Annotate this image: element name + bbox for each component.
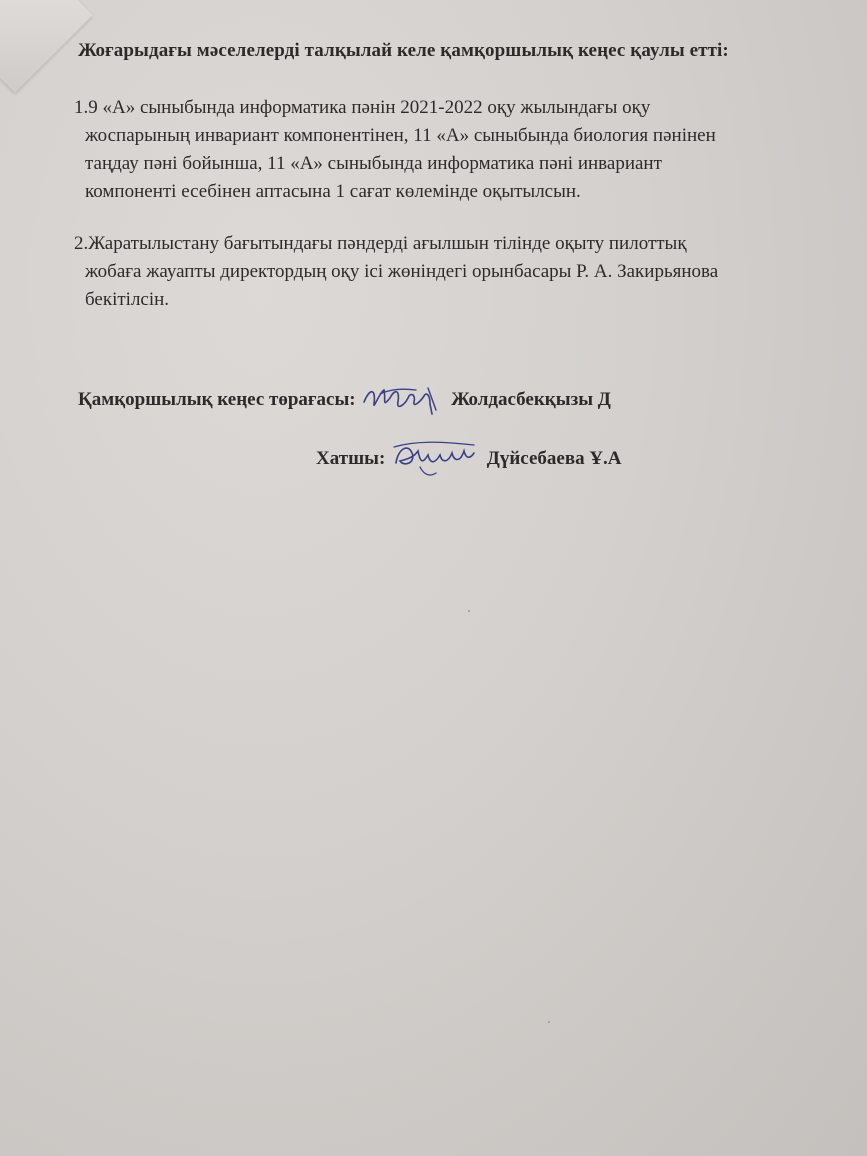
resolution-item-1 (74, 94, 716, 206)
secretary-handwritten-signature (390, 437, 482, 481)
item-2-line-3: бекітілсін. (85, 289, 170, 310)
paper-speck (468, 610, 470, 612)
chair-name: Жолдасбекқызы Д (451, 389, 611, 410)
item-2-line-1: 2.Жаратылыстану бағытындағы пәндерді ағылшын тілінде оқыту пилоттық (74, 233, 687, 254)
item-2-line-2: жобаға жауапты директордың оқу ісі жөніндегі орынбасары Р. А. Закирьянова (85, 261, 719, 282)
item-1-line-1: 1.9 «А» сыныбында информатика пәнін 2021-2022 оқу жылындағы оқу (74, 97, 651, 118)
item-1-line-4: компоненті есебінен аптасына 1 сағат көлемінде оқытылсын. (85, 181, 581, 202)
secretary-name: Дүйсебаева Ұ.А (486, 448, 622, 469)
chair-label: Қамқоршылық кеңес төрағасы: (78, 389, 356, 410)
secretary-label: Хатшы: (316, 448, 386, 469)
item-1-line-2: жоспарының инвариант компонентінен, 11 «А» сыныбында биология пәнінен (85, 125, 716, 146)
resolution-item-2 (74, 230, 718, 314)
paper-speck (548, 1021, 550, 1023)
secretary-signature-row (316, 437, 622, 481)
chair-handwritten-signature (360, 380, 446, 420)
chair-signature-row (78, 380, 611, 420)
item-1-line-3: таңдау пәні бойынша, 11 «А» сыныбында информатика пәні инвариант (85, 153, 662, 174)
resolution-heading: Жоғарыдағы мәселелерді талқылай келе қамқоршылық кеңес қаулы етті: (78, 40, 729, 61)
